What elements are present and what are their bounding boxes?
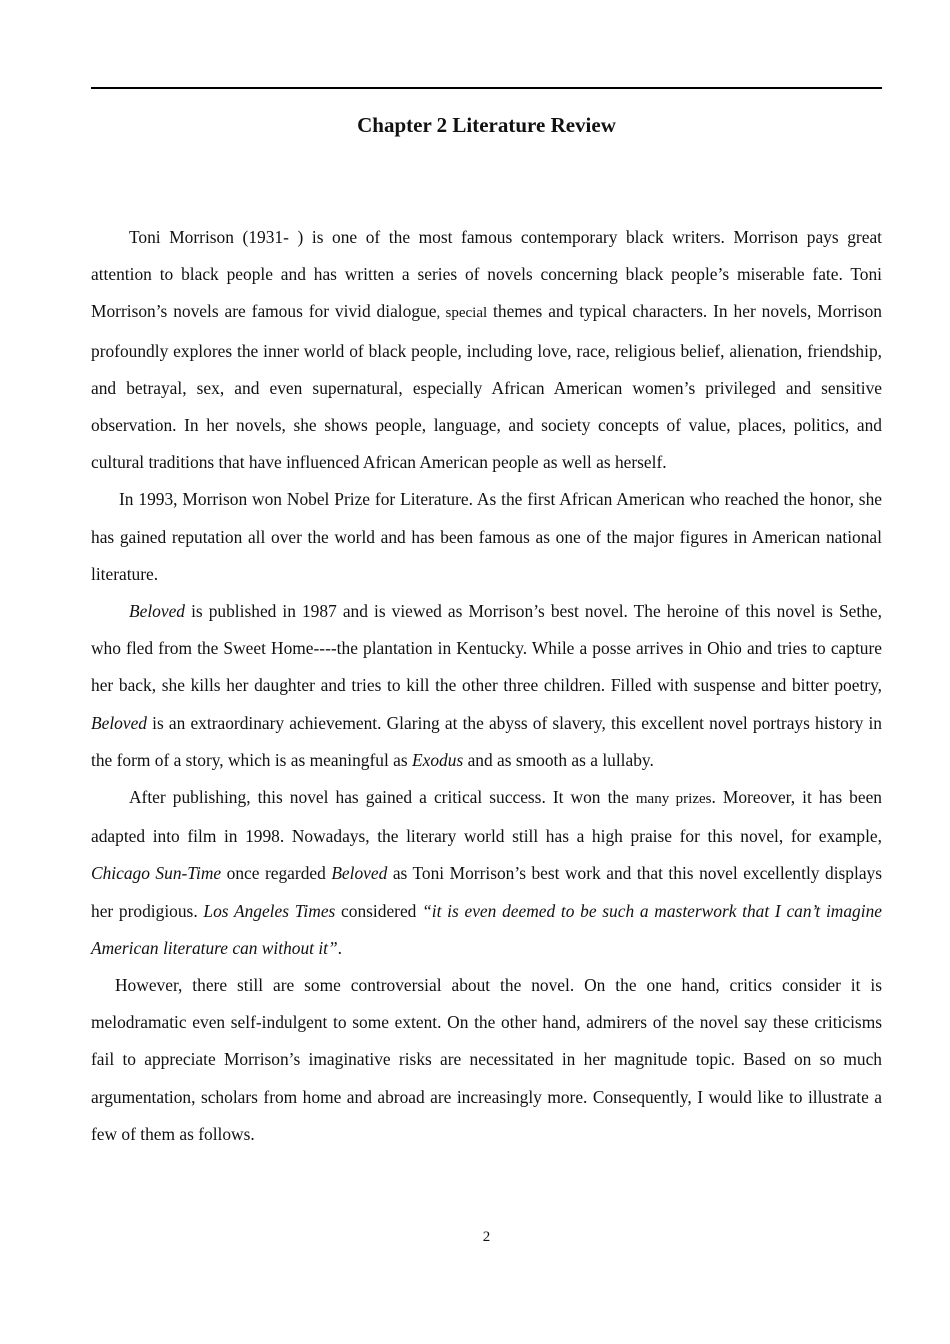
paragraph-3-text-b: is an extraordinary achievement. Glaring at the abyss of slavery, this excellent novel portrays history in the form of a story, which is as meaningful as	[91, 712, 882, 770]
book-title-exodus: Exodus	[412, 749, 464, 770]
body-text	[91, 219, 882, 1153]
header-rule	[91, 87, 882, 89]
paragraph-4-text-d: as Toni Morrison’s best work and that this novel excellently displays her prodigious.	[91, 863, 882, 921]
paragraph-4-text-a: After publishing, this novel has gained a critical success. It won the	[129, 787, 636, 808]
paragraph-1-text-a: Toni Morrison (1931- ) is one of the most famous contemporary black writers. Morrison pays great attention to black people and has written a series of novels concerning black people’s miserable fate. Toni Morrison’s novels are famous for vivid dialogue	[91, 227, 882, 322]
paragraph-1	[91, 219, 882, 481]
book-title-beloved: Beloved	[129, 601, 186, 622]
paragraph-4-text-b: . Moreover, it has been adapted into film in 1998. Nowadays, the literary world still has a high praise for this novel, for example,	[91, 787, 882, 847]
paragraph-4-small-text: many prizes	[635, 791, 712, 808]
paragraph-2-text: In 1993, Morrison won Nobel Prize for Literature. As the first African American who reached the honor, she has gained reputation all over the world and has been famous as one of the major figures in American national literature.	[91, 489, 882, 584]
paragraph-3-text-c: and as smooth as a lullaby.	[463, 749, 654, 770]
paragraph-4-text-e: considered	[335, 900, 423, 921]
paragraph-4-text-f: .	[337, 937, 343, 958]
paragraph-1-small-text: , special	[436, 305, 488, 322]
paragraph-2	[91, 481, 882, 593]
page-number: 2	[482, 1229, 491, 1245]
paragraph-4-text-c: once regarded	[221, 863, 332, 884]
paragraph-3-text-a: is published in 1987 and is viewed as Morrison’s best novel. The heroine of this novel is Sethe, who fled from the Sweet Home----the plantation in Kentucky. While a posse arrives in Ohio and tries to capture her back, she kills her daughter and tries to kill the other three children. Filled with suspense and bitter poetry,	[91, 601, 882, 696]
paragraph-5	[91, 967, 882, 1153]
chapter-title: Chapter 2 Literature Review	[357, 113, 616, 137]
publication-los-angeles-times: Los Angeles Times	[203, 900, 336, 921]
paragraph-3	[91, 593, 882, 779]
paragraph-1-text-b: themes and typical characters. In her novels, Morrison profoundly explores the inner world of black people, including love, race, religious belief, alienation, friendship, and betrayal, sex, and even supernatural, especially African American women’s privileged and sensitive observation. In her novels, she shows people, language, and society concepts of value, places, politics, and cultural traditions that have influenced African American people as well as herself.	[91, 301, 883, 473]
paragraph-4	[91, 779, 882, 967]
book-title-beloved: Beloved	[91, 712, 148, 733]
paragraph-5-text: However, there still are some controversial about the novel. On the one hand, critics consider it is melodramatic even self-indulgent to some extent. On the other hand, admirers of the novel say these criticisms fail to appreciate Morrison’s imaginative risks are necessitated in her magnitude topic. Based on so much argumentation, scholars from home and abroad are increasingly more. Consequently, I would like to illustrate a few of them as follows.	[91, 975, 882, 1144]
publication-chicago-sun-time: Chicago Sun-Time	[91, 863, 222, 884]
quotation: “it is even deemed to be such a masterwork that I can’t imagine American literature can without it”	[91, 900, 882, 958]
book-title-beloved: Beloved	[331, 863, 388, 884]
